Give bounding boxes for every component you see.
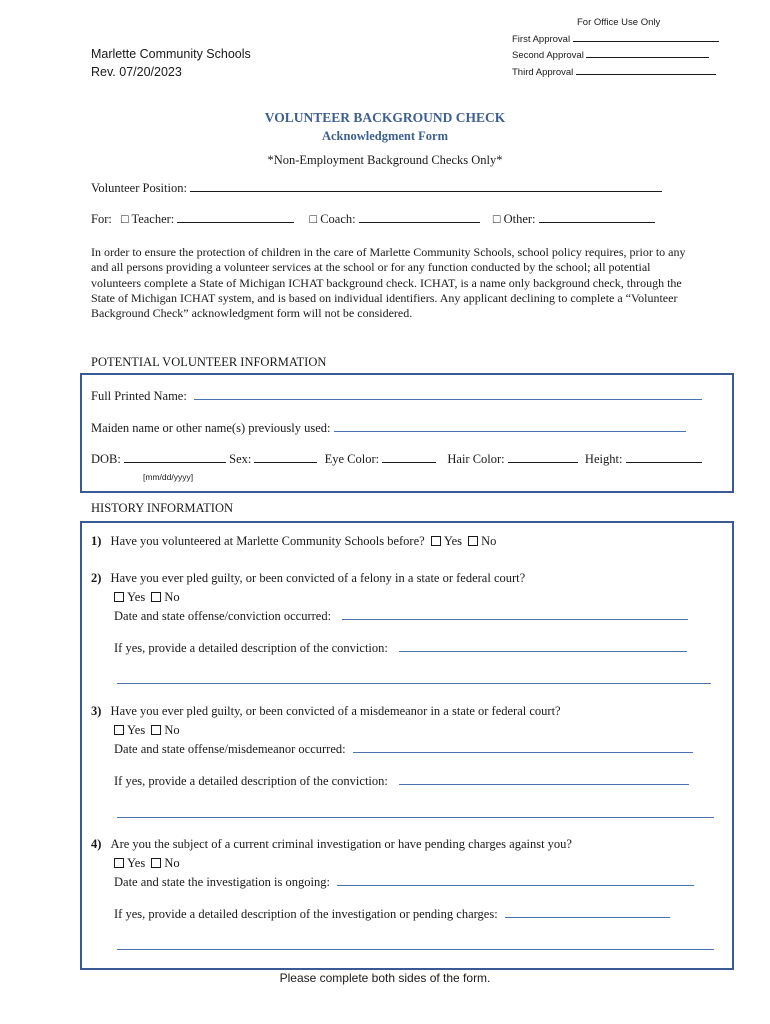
third-approval-label: Third Approval: [512, 67, 574, 78]
non-employment-note: *Non-Employment Background Checks Only*: [267, 153, 503, 167]
question-3-date-row: [114, 741, 693, 757]
question-4-yes-label: Yes: [127, 856, 146, 870]
question-2-yes-label: Yes: [127, 590, 146, 604]
question-3-text: Have you ever pled guilty, or been convicted of a misdemeanor in a state or federal court?: [110, 704, 561, 718]
question-2-date-label: Date and state offense/conviction occurred:: [114, 609, 332, 623]
question-3-desc-label: If yes, provide a detailed description of the conviction:: [114, 774, 388, 788]
coach-checkbox[interactable]: □: [309, 212, 318, 226]
question-2-date-row: [114, 608, 688, 624]
question-2-yes-checkbox[interactable]: [114, 592, 124, 602]
question-2-no-checkbox[interactable]: [151, 592, 161, 602]
question-2: [91, 571, 525, 586]
question-3-date-label: Date and state offense/misdemeanor occurred:: [114, 742, 346, 756]
other-checkbox[interactable]: □: [492, 212, 501, 226]
coach-field[interactable]: [359, 212, 480, 223]
full-name-field[interactable]: [194, 388, 702, 400]
question-4-desc-field[interactable]: [505, 906, 670, 918]
full-name-label: Full Printed Name:: [91, 389, 187, 403]
question-2-desc-continuation: [117, 672, 711, 688]
question-2-date-field[interactable]: [342, 608, 688, 620]
hair-color-label: Hair Color:: [447, 452, 505, 466]
question-3-yes-label: Yes: [127, 723, 146, 737]
question-3-desc-field-line-2[interactable]: [117, 806, 714, 818]
question-4-desc-continuation: [117, 938, 714, 954]
question-4-no-label: No: [164, 856, 180, 870]
maiden-name-field[interactable]: [334, 420, 686, 432]
question-4-desc-label: If yes, provide a detailed description of the investigation or pending charges:: [114, 907, 498, 921]
second-approval: [512, 47, 709, 65]
question-2-desc-row: [114, 640, 687, 656]
first-approval-field[interactable]: [573, 31, 719, 42]
question-4-no-checkbox[interactable]: [151, 858, 161, 868]
question-3-date-field[interactable]: [353, 741, 693, 753]
third-approval-field[interactable]: [576, 64, 716, 75]
question-4-date-field[interactable]: [337, 874, 694, 886]
page-title: VOLUNTEER BACKGROUND CHECK: [264, 110, 506, 125]
volunteer-position-field[interactable]: [190, 181, 662, 192]
full-name-row: [91, 388, 702, 404]
question-3-number: 3): [91, 704, 102, 718]
second-approval-field[interactable]: [586, 47, 709, 58]
question-1-yes-label: Yes: [443, 534, 463, 548]
volunteer-position-label: Volunteer Position:: [91, 181, 187, 195]
question-1-no-checkbox[interactable]: [468, 536, 478, 546]
question-4-desc-row: [114, 906, 670, 922]
volunteer-position-row: [91, 181, 662, 196]
question-2-desc-label: If yes, provide a detailed description of the conviction:: [114, 641, 388, 655]
question-2-desc-field[interactable]: [399, 640, 687, 652]
intro-paragraph: In order to ensure the protection of children in the care of Marlette Community Schools, school policy requires, prior to any and all persons providing a volunteer services at the school or for any function conducted by the school; all potential volunteers complete a State of Michigan ICHAT background check. ICHAT, is a name only background check, through the State of Michigan ICHAT system, and is based on individual identifiers. Any applicant declining to complete a “Volunteer Background Check” acknowledgment form will not be considered.: [91, 245, 686, 321]
question-3-options: [114, 723, 180, 738]
question-1-text: Have you volunteered at Marlette Community Schools before?: [110, 534, 425, 548]
footer-note: Please complete both sides of the form.: [279, 971, 491, 985]
question-4-yes-checkbox[interactable]: [114, 858, 124, 868]
question-3-desc-row: [114, 773, 689, 789]
question-3-desc-continuation: [117, 806, 714, 822]
question-4-options: [114, 856, 180, 871]
second-approval-label: Second Approval: [512, 50, 584, 61]
question-4-desc-field-line-2[interactable]: [117, 938, 714, 950]
maiden-name-label: Maiden name or other name(s) previously used:: [91, 421, 331, 435]
personal-details-row: [91, 452, 702, 467]
question-2-options: [114, 590, 180, 605]
sex-label: Sex:: [229, 452, 252, 466]
question-1-no-label: No: [481, 534, 497, 548]
dob-format-hint: [mm/dd/yyyy]: [143, 472, 194, 482]
question-2-no-label: No: [164, 590, 180, 604]
third-approval: [512, 64, 716, 82]
hair-color-field[interactable]: [508, 452, 578, 463]
question-4: [91, 837, 572, 852]
question-1: [91, 534, 496, 549]
sex-field[interactable]: [254, 452, 317, 463]
question-1-yes-checkbox[interactable]: [431, 536, 441, 546]
height-field[interactable]: [626, 452, 702, 463]
for-label: For:: [91, 212, 112, 226]
other-field[interactable]: [539, 212, 655, 223]
teacher-label: Teacher:: [131, 212, 175, 226]
dob-field[interactable]: [124, 452, 226, 463]
eye-color-label: Eye Color:: [324, 452, 380, 466]
page-subtitle: Acknowledgment Form: [321, 129, 449, 143]
question-2-desc-field-line-2[interactable]: [117, 672, 711, 684]
maiden-name-row: [91, 420, 686, 436]
first-approval-label: First Approval: [512, 34, 571, 45]
question-3-no-checkbox[interactable]: [151, 725, 161, 735]
question-2-number: 2): [91, 571, 102, 585]
office-use-heading: For Office Use Only: [577, 17, 661, 28]
question-4-text: Are you the subject of a current criminal investigation or have pending charges against you?: [110, 837, 572, 851]
question-2-text: Have you ever pled guilty, or been convicted of a felony in a state or federal court?: [110, 571, 526, 585]
question-3-yes-checkbox[interactable]: [114, 725, 124, 735]
question-1-number: 1): [91, 534, 102, 548]
eye-color-field[interactable]: [382, 452, 436, 463]
teacher-field[interactable]: [177, 212, 294, 223]
revision-date: Rev. 07/20/2023: [91, 65, 182, 79]
question-4-number: 4): [91, 837, 102, 851]
volunteer-section-heading: POTENTIAL VOLUNTEER INFORMATION: [91, 355, 327, 369]
question-3: [91, 704, 561, 719]
question-4-date-row: [114, 874, 694, 890]
question-3-desc-field[interactable]: [399, 773, 689, 785]
history-section-heading: HISTORY INFORMATION: [91, 501, 234, 515]
district-name: Marlette Community Schools: [91, 47, 251, 61]
coach-label: Coach:: [320, 212, 356, 226]
dob-label: DOB:: [91, 452, 121, 466]
question-3-no-label: No: [164, 723, 180, 737]
teacher-checkbox[interactable]: □: [120, 212, 129, 226]
other-label: Other:: [503, 212, 536, 226]
for-row: [91, 212, 655, 227]
question-4-date-label: Date and state the investigation is ongoing:: [114, 875, 330, 889]
first-approval: [512, 31, 719, 49]
height-label: Height:: [584, 452, 623, 466]
